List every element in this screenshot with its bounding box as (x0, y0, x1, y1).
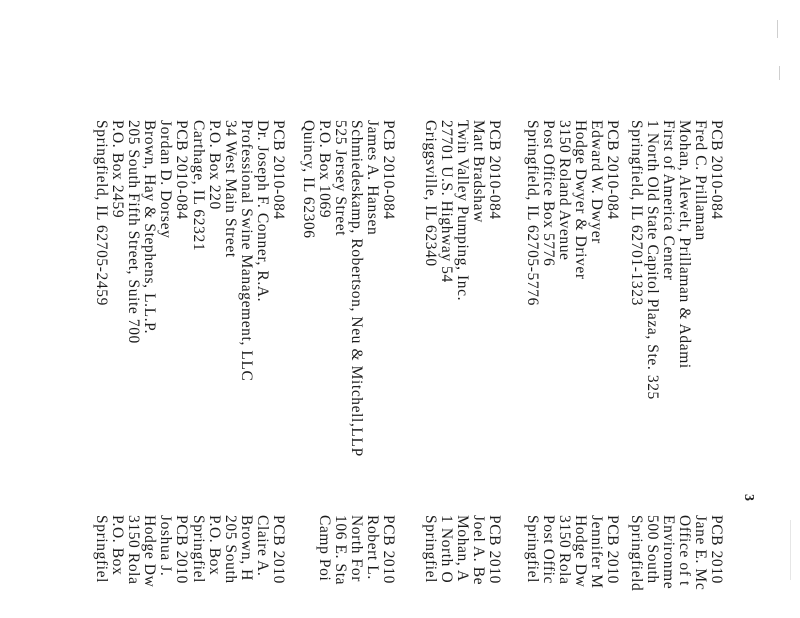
case-number: PCB 2010 (486, 515, 503, 584)
address-line: Springfield, IL 62705-2459 (93, 120, 110, 306)
case-number: PCB 2010-084 (270, 120, 287, 220)
case-number: PCB 2010-084 (708, 120, 725, 220)
recipient-name: Jordan D. Dorsey (157, 120, 174, 239)
address-block (628, 120, 724, 400)
scan-mark (779, 66, 780, 80)
address-line: 27701 U.S. Highway 54 (438, 120, 455, 283)
address-line: 3150 Roland Avenue (556, 120, 573, 261)
address-line: P.O. Box 1069 (316, 120, 333, 219)
case-number: PCB 2010 (173, 515, 190, 584)
address-line: Mohan, Alewelt, Prillaman & Adami (676, 120, 693, 369)
address-line: Springfield, IL 62705-5776 (524, 120, 541, 306)
address-line: Post Offic (540, 515, 557, 585)
address-line: Camp Poi (316, 515, 333, 582)
address-line: Hodge Dwyer & Driver (572, 120, 589, 280)
recipient-name: Joel A. Be (470, 515, 487, 586)
address-block (93, 515, 189, 587)
recipient-name: Joshua J. (157, 515, 174, 577)
scan-mark (777, 20, 778, 38)
address-line: Professional Swine Management, LLC (238, 120, 255, 382)
address-line: Springfiel (524, 515, 541, 583)
address-line: 3150 Rola (556, 515, 573, 585)
recipient-name: Matt Bradshaw (470, 120, 487, 223)
recipient-name: James A. Hansen (364, 120, 381, 236)
case-number: PCB 2010-084 (486, 120, 503, 220)
address-line: P.O. Box (109, 515, 126, 576)
address-block (422, 515, 502, 585)
address-line: Hodge Dw (141, 515, 158, 588)
address-line: Brown, H (238, 515, 255, 581)
address-line: Brown, Hay & Stephens, L.L.P. (141, 120, 158, 335)
address-block (300, 120, 396, 457)
address-line: P.O. Box 2459 (109, 120, 126, 219)
address-line: Springfiel (190, 515, 207, 583)
address-line: P.O. Box 220 (206, 120, 223, 210)
address-line: Twin Valley Pumping, Inc. (454, 120, 471, 302)
address-line: First of America Center (660, 120, 677, 281)
case-number: PCB 2010 (270, 515, 287, 584)
recipient-name: Claire A. (254, 515, 271, 577)
address-block (190, 515, 286, 584)
address-line: 205 South (222, 515, 239, 584)
address-line: Springfiel (422, 515, 439, 583)
address-line: Mohan, A (454, 515, 471, 582)
address-line: North For (348, 515, 365, 582)
address-block (316, 515, 396, 585)
address-line: 34 West Main Street (222, 120, 239, 258)
case-number: PCB 2010 (708, 515, 725, 584)
address-line: Quincy, IL 62306 (300, 120, 317, 239)
case-number: PCB 2010-084 (380, 120, 397, 220)
address-line: Environme (660, 515, 677, 590)
page-number: 3 (741, 494, 756, 501)
address-line: Griggsville, IL 62340 (422, 120, 439, 267)
address-line: Carthage, IL 62321 (190, 120, 207, 252)
address-line: 500 South (644, 515, 661, 584)
address-line: 525 Jersey Street (332, 120, 349, 237)
scan-edge (790, 520, 791, 580)
address-line: Springfield (628, 515, 645, 592)
address-block (422, 120, 502, 301)
address-line: 1 North O (438, 515, 455, 584)
recipient-name: Jennifer M (588, 515, 605, 589)
case-number: PCB 2010 (604, 515, 621, 584)
recipient-name: Edward W. Dwyer (588, 120, 605, 244)
address-block (190, 120, 286, 381)
address-line: 3150 Rola (125, 515, 142, 585)
recipient-name: Dr. Joseph F. Conner, R.A. (254, 120, 271, 303)
address-block (524, 120, 620, 306)
recipient-name: Jane E. Mc (692, 515, 709, 591)
recipient-name: Fred C. Prillaman (692, 120, 709, 241)
address-line: P.O. Box (206, 515, 223, 576)
address-block (93, 120, 189, 344)
case-number: PCB 2010-084 (604, 120, 621, 220)
recipient-name: Robert L. (364, 515, 381, 580)
address-line: 1 North Old State Capitol Plaza, Ste. 325 (644, 120, 661, 400)
address-line: Springfiel (93, 515, 110, 583)
address-line: Springfield, IL 62701-1323 (628, 120, 645, 306)
address-line: Schmiedeskamp, Robertson, Neu & Mitchell,LLP (348, 120, 365, 457)
address-line: Post Office Box 5776 (540, 120, 557, 267)
case-number: PCB 2010-084 (173, 120, 190, 220)
address-line: 205 South Fifth Street, Suite 700 (125, 120, 142, 344)
address-line: 106 E. Sta (332, 515, 349, 586)
address-line: Hodge Dw (572, 515, 589, 588)
address-block (628, 515, 724, 591)
address-block (524, 515, 620, 589)
case-number: PCB 2010 (380, 515, 397, 584)
address-line: Office of t (676, 515, 693, 586)
